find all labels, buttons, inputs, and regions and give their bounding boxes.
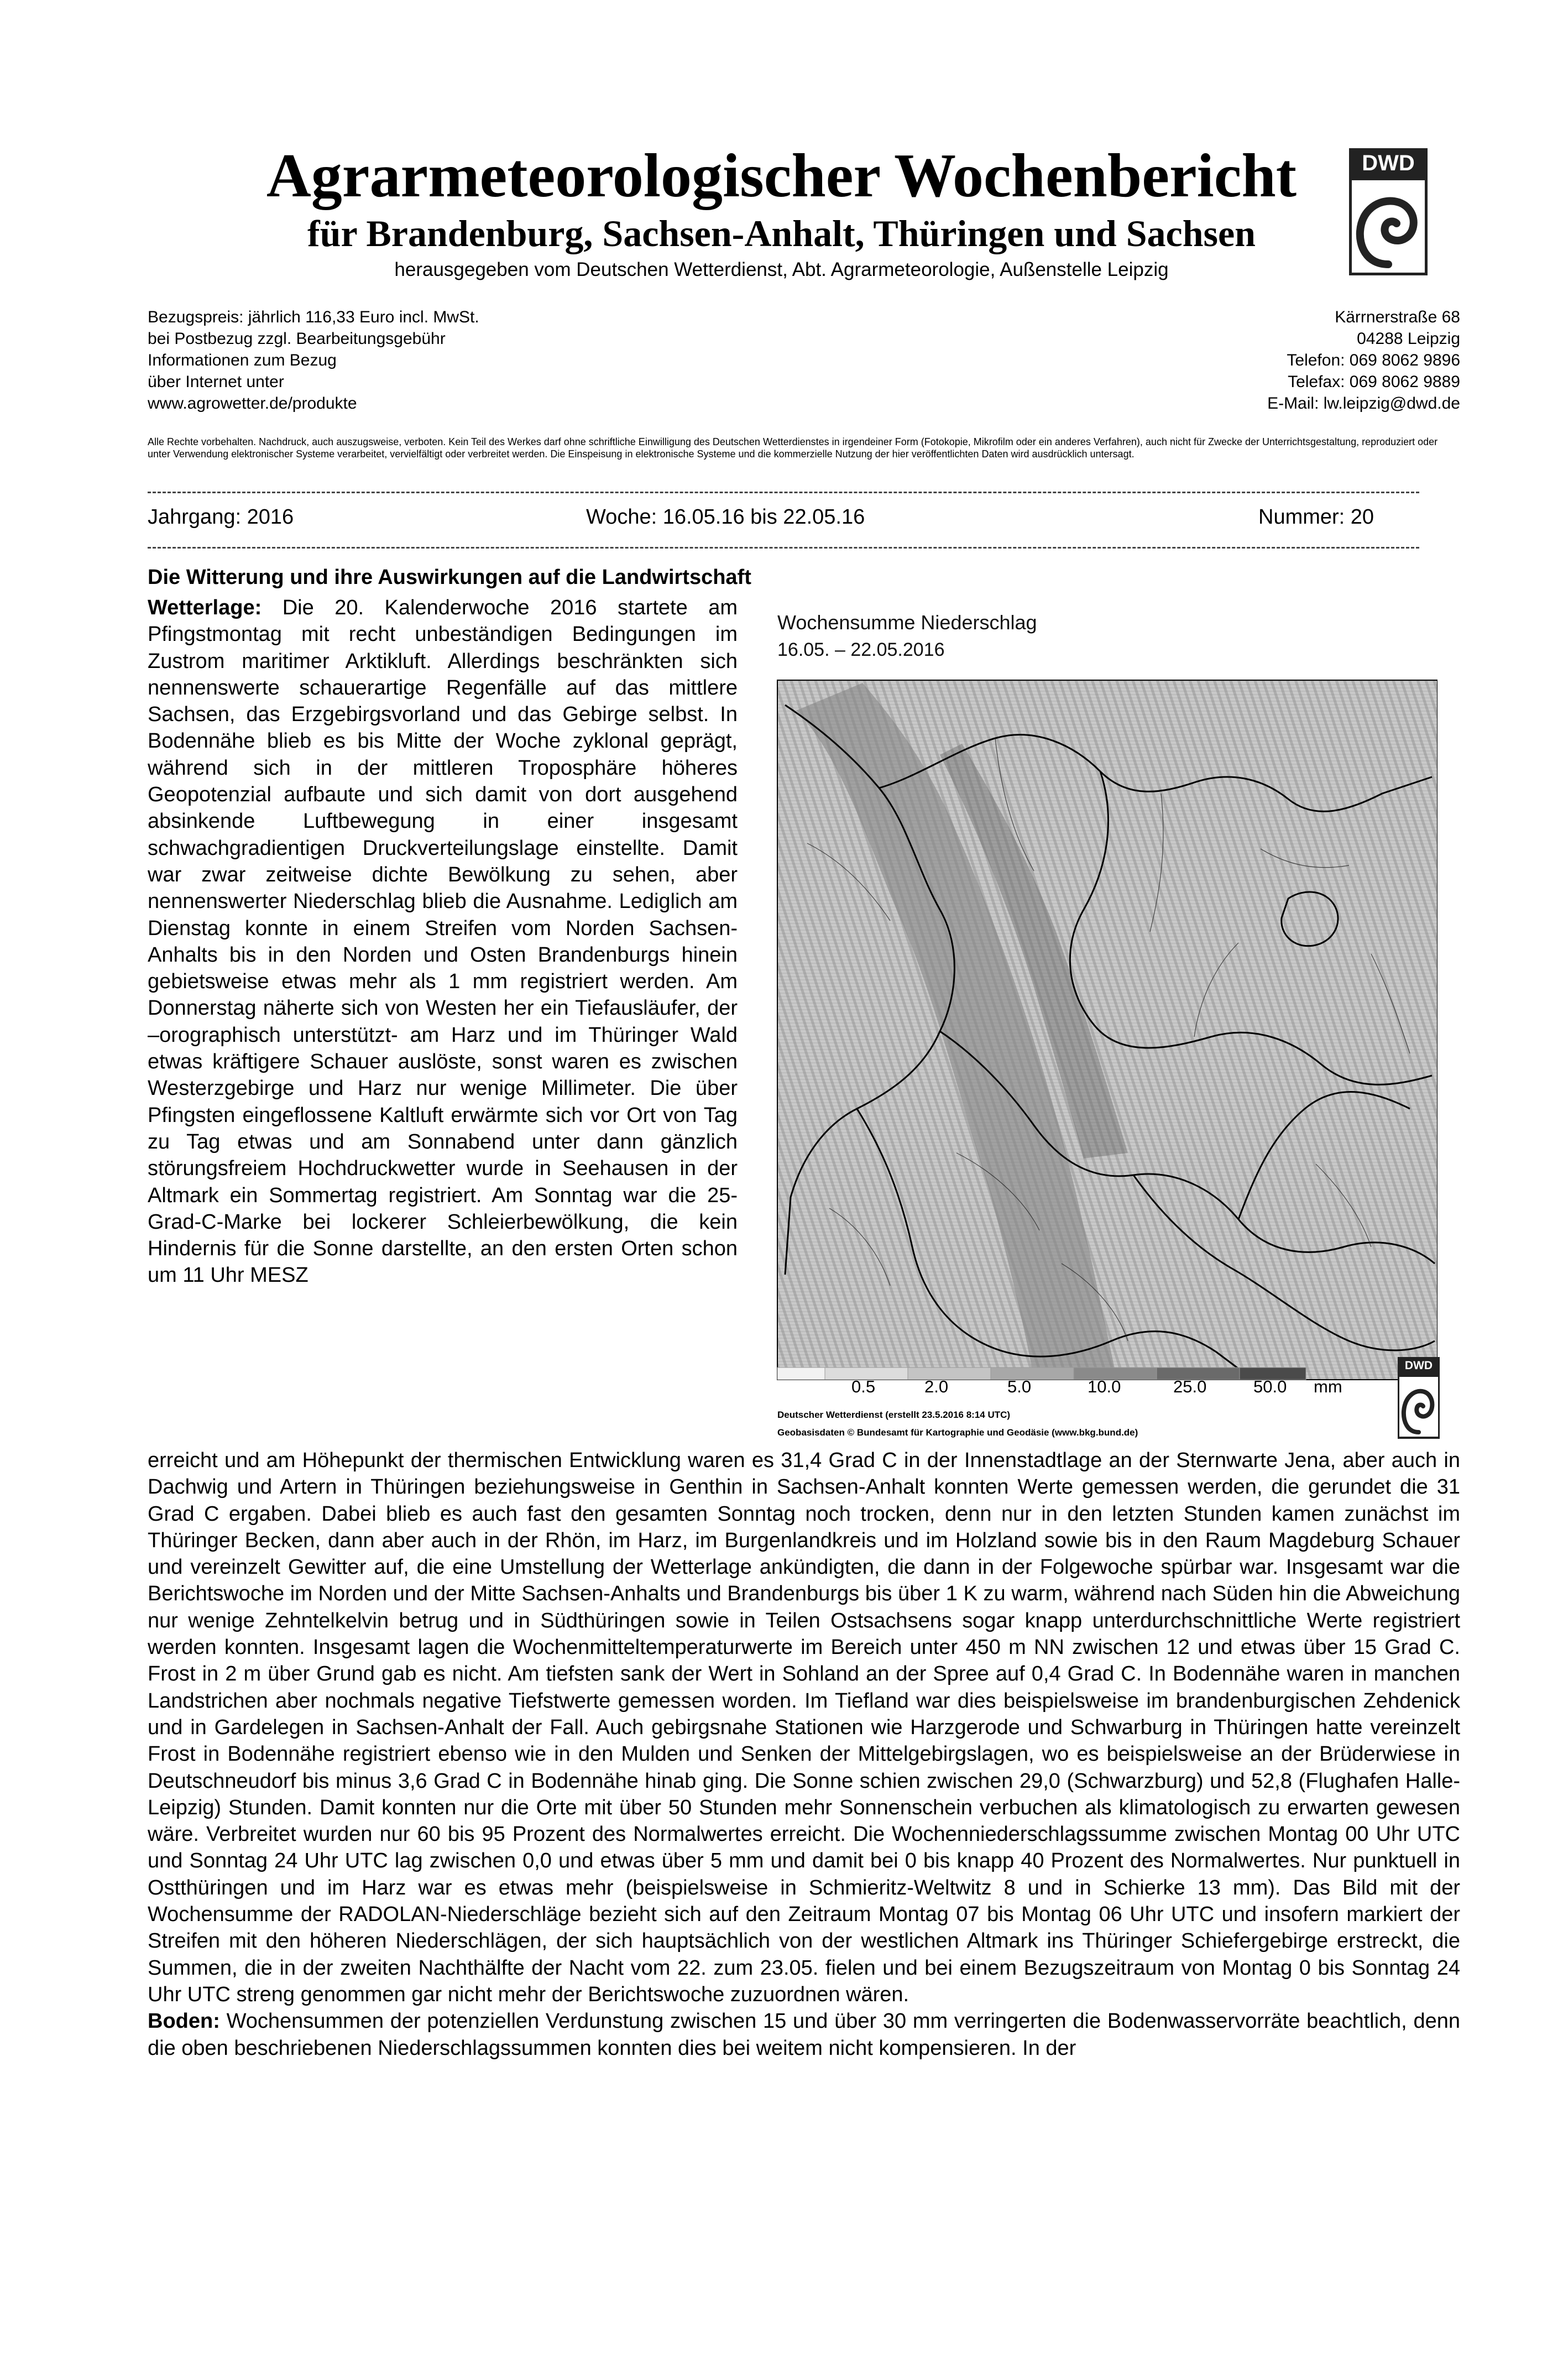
subscription-line: Bezugspreis: jährlich 116,33 Euro incl. MwSt. [148,308,479,326]
scale-label: 50.0 [1253,1377,1287,1396]
scale-label: 5.0 [1007,1377,1032,1396]
scale-label: 2.0 [924,1377,949,1396]
weather-column-body: Die 20. Kalenderwoche 2016 startete am Pfingstmontag mit recht unbeständigen Bedingungen im Zustrom maritimer Arktikluft. Allerdings beschränkten sich nennenswerte schauerartige Regenfälle auf das mittlere Sachsen, das Erzgebirgsvorland und das Gebirge selbst. In Bodennähe blieb es bis Mitte der Woche zyklonal geprägt, während sich in der mittleren Troposphäre höheres Geopotenzial aufbaute und sich damit von dort ausgehend absinkende Luftbewegung in einer insgesamt schwachgradientigen Druckverteilungslage einstellte. Damit war zwar zeitweise dichte Bewölkung zu sehen, aber nennenswerter Niederschlag blieb die Ausnahme. Lediglich am Dienstag konnte in einem Streifen vom Norden Sachsen-Anhalts bis in den Norden und Osten Brandenburgs hinein gebietsweise etwas mehr als 1 mm registriert werden. Am Donnerstag näherte sich von Westen her ein Tiefausläufer, der –orographisch unterstützt- am Harz und im Thüringer Wald etwas kräftigere Schauer auslöste, sonst waren es zwischen Westerzgebirge und Harz nur wenige Millimeter. Die über Pfingsten eingeflossene Kaltluft erwärmte sich vor Ort von Tag zu Tag etwas und am Sonnabend unter dann gänzlich störungsfreiem Hochdruckwetter wurde in Seehausen in der Altmark ein Sommertag registriert. Am Sonntag war die 25-Grad-C-Marke bei lockerer Schleierbewölkung, die kein Hindernis für die Sonne darstellte, an den ersten Orten schon um 11 Uhr MESZ [148,596,738,1287]
subscription-line: Informationen zum Bezug [148,351,337,369]
soil-label: Boden: [148,2010,220,2033]
map-date-range: 16.05. – 22.05.2016 [777,639,945,660]
report-subtitle: für Brandenburg, Sachsen-Anhalt, Thüringen und Sachsen [307,212,1256,254]
map-dwd-logo-label: DWD [1404,1359,1433,1372]
section-title: Die Witterung und ihre Auswirkungen auf die Landwirtschaft [148,566,751,589]
scale-label: 25.0 [1173,1377,1207,1396]
rights-notice: Alle Rechte vorbehalten. Nachdruck, auch auszugsweise, verboten. Kein Teil des Werkes darf ohne schriftliche Einwilligung des Deutschen Wetterdienstes in irgendeiner Form (Fotokopie, Mikrofilm oder ein anderes Verfahren), auch nicht für Zwecke der Unterrichtsgestaltung, reproduziert oder unter Verwendung elektronischer Systeme verarbeitet, vervielfältigt oder verbreitet werden. Die Einspeisung in elektronische Systeme und die kommerzielle Nutzung der hier veröffentlichten Daten wird ausdrücklich untersagt. [148,436,1438,460]
publisher-line: herausgegeben vom Deutschen Wetterdienst, Abt. Agrarmeteorologie, Außenstelle Leipzig [394,259,1169,280]
subscription-line: bei Postbezug zzgl. Bearbeitungsgebühr [148,330,446,348]
weather-label: Wetterlage: [148,596,262,619]
scale-unit: mm [1314,1377,1342,1396]
divider-bottom [148,547,1419,549]
divider-top [148,492,1419,493]
contact-email[interactable]: E-Mail: lw.leipzig@dwd.de [1267,394,1460,413]
precipitation-map [774,611,1437,1449]
contact-phone: Telefon: 069 8062 9896 [1287,351,1460,369]
subscription-url[interactable]: www.agrowetter.de/produkte [148,394,357,413]
soil-body: Wochensummen der potenziellen Verdunstung zwischen 15 und über 30 mm verringerten die Bodenwasservorräte beachtlich, denn die oben beschriebenen Niederschlagssummen konnten dies bei weitem nicht kompensieren. In der [148,2010,1460,2060]
issue-year: Jahrgang: 2016 [148,505,294,529]
contact-city: 04288 Leipzig [1357,330,1460,348]
scale-label: 0.5 [851,1377,876,1396]
report-title: Agrarmeteorologischer Wochenbericht [266,142,1297,210]
weather-full-body: erreicht und am Höhepunkt der thermischen Entwicklung waren es 31,4 Grad C in der Innenstadtlage an der Sternwarte Jena, aber auch in Dachwig und Artern in Thüringen beziehungsweise in Genthin in Sachsen-Anhalt konnten Werte gemessen werden, die gerundet die 31 Grad C ergaben. Dabei blieb es auch fast den gesamten Sonntag noch trocken, denn nur in den letzten Stunden kamen zunächst im Thüringer Becken, dann aber auch in der Rhön, im Harz, im Burgenlandkreis und im Holzland sowie bis in den Raum Magdeburg Schauer und vereinzelt Gewitter auf, die eine Umstellung der Wetterlage ankündigten, die dann in der Folgewoche spürbar war. Insgesamt war die Berichtswoche im Norden und der Mitte Sachsen-Anhalts und Brandenburgs bis über 1 K zu warm, während nach Süden hin die Abweichung nur wenige Zehntelkelvin betrug und in Südthüringen sowie in Teilen Ostsachsens sogar knapp unterdurchschnittliche Werte registriert werden konnten. Insgesamt lagen die Wochenmitteltemperaturwerte im Bereich unter 450 m NN zwischen 12 und etwas über 15 Grad C. Frost in 2 m über Grund gab es nicht. Am tiefsten sank der Wert in Sohland an der Spree auf 0,4 Grad C. In Bodennähe waren in manchen Landstrichen aber nochmals negative Tiefstwerte gemessen worden. Im Tiefland war dies beispielsweise im brandenburgischen Zehdenick und in Gardelegen in Sachsen-Anhalt der Fall. Auch gebirgsnahe Stationen wie Harzgerode und Schwarburg in Thüringen hatte vereinzelt Frost in Bodennähe registriert ebenso wie in den Mulden und Senken der Mittelgebirgslagen, wo es beispielsweise an der Brüderwiese in Deutschneudorf bis minus 3,6 Grad C in Bodennähe hinab ging. Die Sonne schien zwischen 29,0 (Schwarzburg) und 52,8 (Flughafen Halle-Leipzig) Stunden. Damit konnten nur die Orte mit über 50 Stunden mehr Sonnenschein verbuchen als klimatologisch zu erwarten gewesen wäre. Verbreitet wurden nur 60 bis 95 Prozent des Normalwertes erreicht. Die Wochenniederschlagssumme zwischen Montag 00 Uhr UTC und Sonntag 24 Uhr UTC lag zwischen 0,0 und etwas über 5 mm und damit bei 0 bis knapp 40 Prozent des Normalwertes. Nur punktuell in Ostthüringen und im Harz war es etwas mehr (beispielsweise in Schmieritz-Weltwitz 8 und in Schierke 13 mm). Das Bild mit der Wochensumme der RADOLAN-Niederschläge bezieht sich auf den Zeitraum Montag 07 bis Montag 06 Uhr UTC und insofern markiert der Streifen mit den höheren Niederschlägen, der sich hauptsächlich von der westlichen Altmark ins Thüringer Schiefergebirge erstreckt, die Summen, die in der zweiten Nachthälfte der Nacht vom 22. zum 23.05. fielen und bei einem Bezugszeitraum von Montag 0 bis Sonntag 24 Uhr UTC streng genommen gar nicht mehr der Berichtswoche zuzuordnen wären. [148,1449,1460,2006]
weather-column-text [148,594,738,1289]
contact-info [1267,306,1460,414]
contact-street: Kärrnerstraße 68 [1335,308,1460,326]
scale-label: 10.0 [1088,1377,1121,1396]
dwd-logo-label: DWD [1362,151,1415,175]
map-title: Wochensumme Niederschlag [777,611,1037,634]
scale-bin-4 [991,1368,1074,1380]
scale-bin-1 [777,1368,825,1380]
subscription-info [148,306,479,414]
map-credit-dwd: Deutscher Wetterdienst (erstellt 23.5.2016 8:14 UTC) [777,1410,1011,1420]
scale-bin-3 [908,1368,991,1380]
weather-full-text [148,1447,1460,2061]
map-credit-geobasis: Geobasisdaten © Bundesamt für Kartographie und Geodäsie (www.bkg.bund.de) [777,1427,1138,1438]
subscription-line: über Internet unter [148,373,284,391]
issue-number: Nummer: 20 [1258,505,1374,529]
contact-fax: Telefax: 069 8062 9889 [1288,373,1460,391]
issue-week: Woche: 16.05.16 bis 22.05.16 [586,505,865,529]
